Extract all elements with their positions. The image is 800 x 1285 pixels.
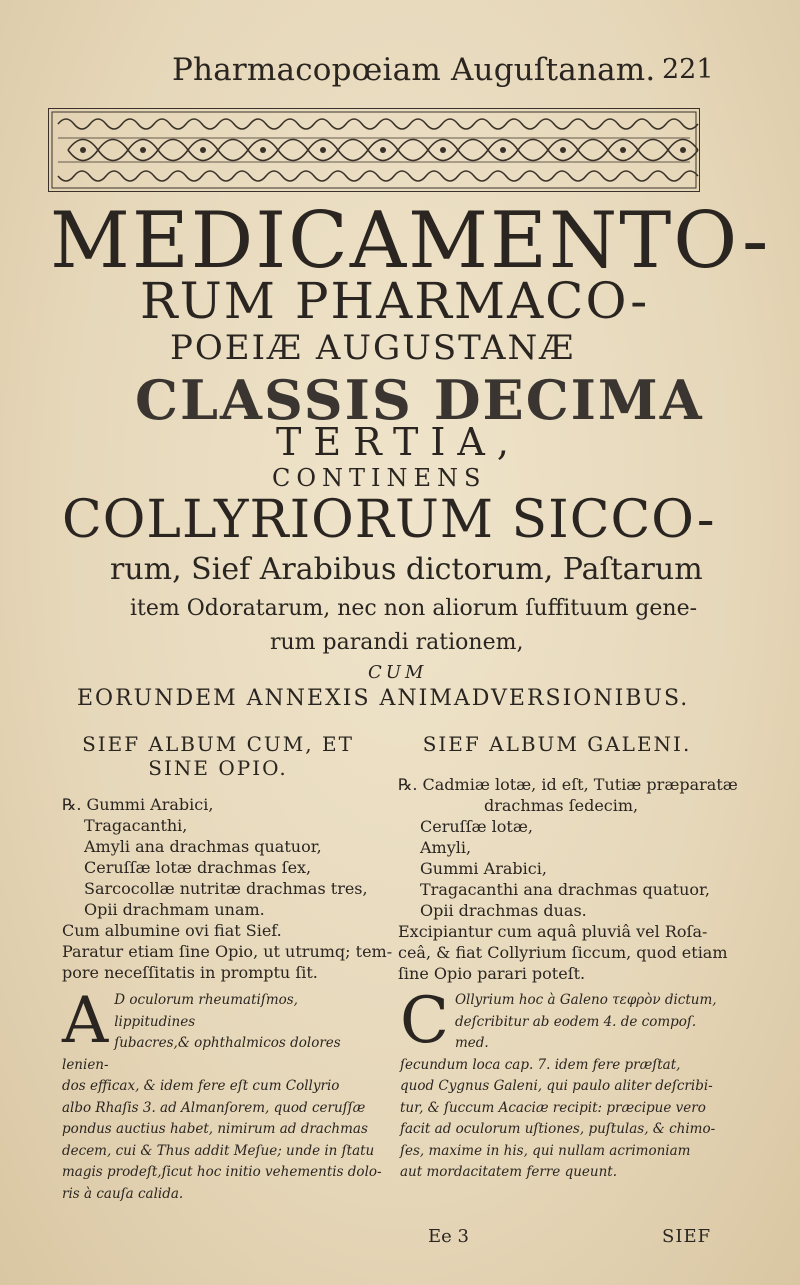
right-recipe [398,774,738,984]
left-animadversion [62,984,382,1205]
signature-mark: Ee 3 [428,1226,469,1247]
left-heading-1: SIEF ALBUM CUM, ET [82,732,354,756]
ornament-band [48,108,700,192]
title-line-4: CLASSIS DECIMA [135,368,704,432]
title-line-12: EORUNDEM ANNEXIS ANIMADVERSIONIBUS. [77,686,690,711]
catchword: SIEF [662,1226,712,1247]
note-line: decem, cui & Thus addit Meſue; unde in ſtatu [62,1142,375,1159]
running-head [0,52,800,92]
recipe-line: Ceruſſæ lotæ, [420,817,533,836]
left-column [62,732,393,983]
note-line: ſes, maxime in his, qui nullam acrimoniam [400,1142,691,1159]
recipe-line: Ceruſſæ lotæ drachmas ſex, [84,858,312,877]
title-line-7: COLLYRIORUM SICCO- [62,490,716,550]
recipe-line: ceâ, & fiat Collyrium ſiccum, quod etiam [398,943,728,962]
note-line: tur, & ſuccum Acaciæ recipit: præcipue vero [400,1099,706,1116]
right-heading-1: SIEF ALBUM GALENI. [422,732,692,756]
note-line: quod Cygnus Galeni, qui paulo aliter deſcribi- [400,1078,713,1094]
recipe-line: Tragacanthi, [84,816,188,835]
note-line: magis prodeſt,ſicut hoc initio vehementis dolo- [62,1164,382,1180]
recipe-line: ℞. Gummi Arabici, [62,795,214,814]
right-animadversion [400,984,718,1184]
recipe-line: Opii drachmas duas. [420,901,587,920]
note-line: facit ad oculorum uſtiones, puſtulas, & chimo- [400,1121,716,1137]
drop-cap: C [400,984,449,1058]
note-line: ris à cauſa calida. [62,1185,184,1202]
recipe-line: Excipiantur cum aquâ pluviâ vel Roſa- [398,922,708,941]
recipe-line: Cum albumine ovi fiat Sief. [62,921,282,940]
recipe-line: ℞. Cadmiæ lotæ, id eſt, Tutiæ præparatæ [398,775,738,794]
title-line-10: rum parandi rationem, [270,630,524,655]
left-recipe [62,794,393,983]
running-title: Pharmacopœiam Auguſtanam. [172,52,656,88]
title-line-1: MEDICAMENTO- [50,196,771,286]
title-line-3: POEIÆ AUGUSTANÆ [170,328,576,368]
note-line: Ollyrium hoc à Galeno τεφρὸν dictum, [454,992,717,1008]
note-line: D oculorum rheumatiſmos, lippitudines [114,992,298,1030]
title-line-8: rum, Sief Arabibus dictorum, Paſtarum [110,552,703,587]
recipe-line: Gummi Arabici, [420,859,547,878]
recipe-line: Amyli ana drachmas quatuor, [84,837,322,856]
recipe-line: Opii drachmam unam. [84,900,265,919]
title-line-6: CONTINENS [272,464,487,492]
right-column [398,732,738,984]
title-line-11: CUM [368,662,428,683]
recipe-line: Paratur etiam ſine Opio, ut utrumq; tem- [62,942,393,961]
note-line: aut mordacitatem ferre queunt. [400,1164,617,1180]
note-line: ſubacres,& ophthalmicos dolores lenien- [62,1035,341,1073]
note-line: ſecundum loca cap. 7. idem fere præſtat, [400,1056,681,1073]
left-heading-2: SINE OPIO. [148,756,288,780]
recipe-line: Amyli, [420,838,472,857]
note-line: pondus auctius habet, nimirum ad drachmas [62,1121,368,1137]
title-line-5: TERTIA, [276,420,521,464]
drop-cap: A [62,984,109,1058]
title-line-9: item Odoratarum, nec non aliorum ſuffituum gene- [130,596,698,621]
note-line: albo Rhaſis 3. ad Almanſorem, quod ceruſſæ [62,1099,366,1116]
recipe-line: ſine Opio parari poteſt. [398,964,586,983]
recipe-line: Sarcocollæ nutritæ drachmas tres, [84,879,368,898]
recipe-line: pore neceſſitatis in promptu ſit. [62,963,318,982]
recipe-line: Tragacanthi ana drachmas quatuor, [420,880,710,899]
recipe-line: drachmas ſedecim, [484,796,639,815]
title-line-2: RUM PHARMACO- [140,272,650,330]
page-number: 221 [662,54,714,85]
note-line: deſcribitur ab eodem 4. de compoſ. med. [454,1013,697,1051]
note-line: dos efficax, & idem fere eſt cum Collyrio [62,1078,340,1094]
